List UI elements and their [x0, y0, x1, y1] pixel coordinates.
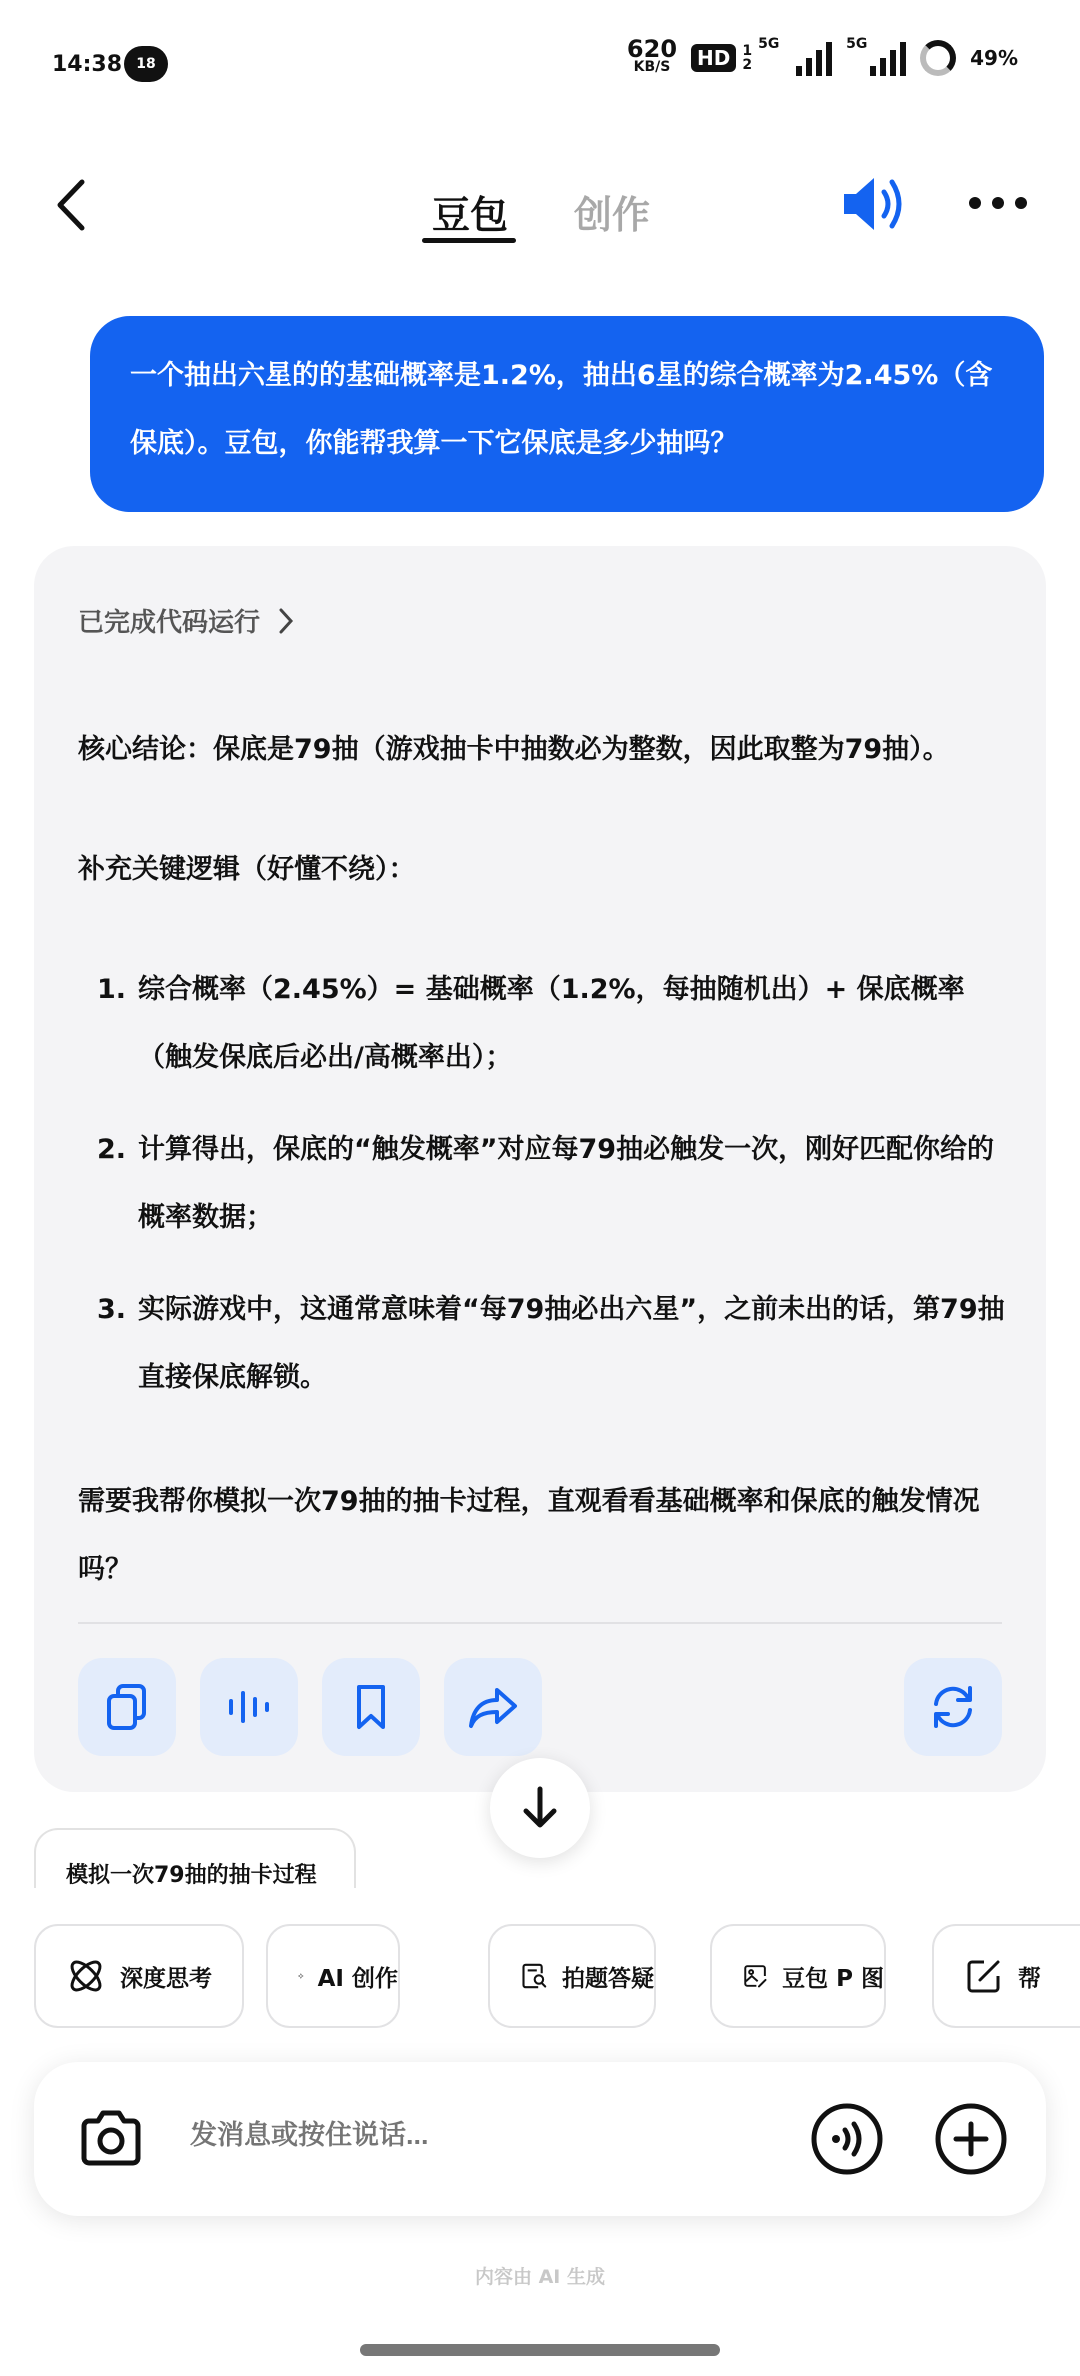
- audio-wave-icon: [224, 1687, 274, 1727]
- scroll-to-bottom-button[interactable]: [490, 1758, 590, 1858]
- conclusion-prefix: 核心结论：: [78, 734, 213, 765]
- speaker-button[interactable]: [840, 172, 910, 236]
- status-time: 14:38: [52, 52, 123, 77]
- tool-write[interactable]: [932, 1924, 1080, 2028]
- speaker-icon: [840, 172, 910, 236]
- tab-indicator: [422, 238, 516, 243]
- code-run-label: 已完成代码运行: [78, 608, 261, 638]
- photo-search-icon: [520, 1956, 548, 1996]
- signal-tag: 5G: [758, 36, 780, 52]
- chat-header: [0, 150, 1080, 260]
- notification-badge: 18: [124, 46, 168, 82]
- question-rest: ，直观看看基础概率和保底的触发情况吗？: [78, 1486, 980, 1585]
- logic-list: [78, 956, 1018, 1436]
- followup-question: [78, 1468, 1008, 1604]
- sparkle-icon: [298, 1956, 304, 1996]
- list-text: 综合概率（2.45%）= 基础概率（1.2%，每抽随机出）+ 保底概率（触发保底后必出/高概率出）；: [138, 974, 965, 1073]
- net-speed: [626, 35, 678, 76]
- quick-tools-row: [34, 1924, 1080, 2028]
- hd-sub-bottom: 2: [742, 57, 753, 73]
- image-edit-icon: [742, 1956, 768, 1996]
- tool-label: 深度思考: [120, 1965, 212, 1992]
- list-text: 实际游戏中，这通常意味着“每79抽必出六星”，之前未出的话，第79抽直接保底解锁。: [138, 1294, 1005, 1393]
- tool-photo-question[interactable]: [488, 1924, 656, 2028]
- status-bar: [0, 0, 1080, 130]
- net-speed-unit: KB/S: [633, 59, 671, 75]
- list-item: [78, 956, 1018, 1092]
- status-indicators: [626, 35, 1018, 76]
- hd-sub-top: 1: [742, 43, 753, 59]
- supplement-title: 补充关键逻辑（好懂不绕）：: [78, 854, 416, 885]
- bookmark-icon: [351, 1682, 391, 1732]
- divider: [78, 1622, 1002, 1624]
- add-button[interactable]: [934, 2102, 1008, 2176]
- list-text: 计算得出，保底的“触发概率”对应每79抽必触发一次，刚好匹配你给的概率数据；: [138, 1134, 995, 1233]
- battery-level: 49%: [970, 46, 1018, 70]
- tool-deep-think[interactable]: [34, 1924, 244, 2028]
- tool-label: 拍题答疑: [562, 1965, 654, 1992]
- camera-icon: [74, 2102, 148, 2176]
- assistant-message-card: [34, 546, 1046, 1792]
- conclusion-paragraph: [78, 716, 1008, 784]
- message-input-bar: [34, 2062, 1046, 2216]
- signal-icon: [758, 36, 832, 76]
- tab-doubao[interactable]: 豆包: [432, 193, 509, 237]
- user-message-bubble[interactable]: 一个抽出六星的的基础概率是1.2%，抽出6星的综合概率为2.45%（含保底）。豆包，你能帮我算一下它保底是多少抽吗？: [90, 316, 1044, 512]
- voice-wave-icon: [810, 2102, 884, 2176]
- edit-icon: [964, 1956, 1004, 1996]
- tool-label: AI 创作: [317, 1965, 398, 1992]
- share-arrow-icon: [467, 1684, 519, 1730]
- tool-ai-create[interactable]: [266, 1924, 400, 2028]
- tab-create[interactable]: 创作: [574, 193, 651, 237]
- chevron-right-icon: [276, 606, 296, 636]
- list-number: 3.: [96, 1294, 126, 1325]
- message-actions: [78, 1658, 1002, 1758]
- plus-circle-icon: [934, 2102, 1008, 2176]
- bookmark-button[interactable]: [322, 1658, 420, 1756]
- question-prefix: 需要我帮你: [78, 1486, 213, 1517]
- home-indicator[interactable]: [360, 2344, 720, 2356]
- regenerate-button[interactable]: [904, 1658, 1002, 1756]
- chevron-left-icon: [46, 170, 106, 240]
- battery-icon: [920, 40, 956, 76]
- copy-icon: [104, 1682, 150, 1732]
- tool-label: 帮: [1018, 1965, 1041, 1992]
- suggestion-chip[interactable]: 模拟一次79抽的抽卡过程: [34, 1828, 356, 1888]
- code-run-status[interactable]: [78, 602, 296, 639]
- copy-button[interactable]: [78, 1658, 176, 1756]
- conclusion-bold: 保底是79抽: [213, 734, 359, 765]
- back-button[interactable]: [46, 170, 106, 240]
- hd-sim-numbers: [742, 44, 752, 72]
- more-button[interactable]: [966, 188, 1030, 218]
- signal-tag-2: 5G: [846, 36, 868, 52]
- ai-generated-note: 内容由 AI 生成: [474, 2266, 605, 2288]
- tool-doubao-ptu[interactable]: [710, 1924, 886, 2028]
- list-item: [78, 1116, 1018, 1252]
- tool-label: 豆包 P 图: [782, 1965, 884, 1992]
- net-speed-value: 620: [626, 35, 678, 63]
- arrow-down-icon: [520, 1785, 560, 1831]
- refresh-icon: [926, 1680, 980, 1734]
- share-button[interactable]: [444, 1658, 542, 1756]
- list-number: 2.: [96, 1134, 126, 1165]
- conclusion-rest: （游戏抽卡中抽数必为整数，因此取整为79抽）。: [358, 734, 950, 765]
- atom-icon: [66, 1956, 106, 1996]
- message-input[interactable]: [190, 2120, 610, 2151]
- more-dots-icon: [966, 188, 1030, 218]
- read-aloud-button[interactable]: [200, 1658, 298, 1756]
- list-item: [78, 1276, 1018, 1412]
- list-number: 1.: [96, 974, 126, 1005]
- camera-button[interactable]: [74, 2102, 148, 2176]
- signal-icon-2: [846, 36, 906, 76]
- voice-call-button[interactable]: [810, 2102, 884, 2176]
- hd-icon: HD: [691, 44, 736, 72]
- question-bold: 模拟一次79抽的抽卡过程: [213, 1486, 521, 1517]
